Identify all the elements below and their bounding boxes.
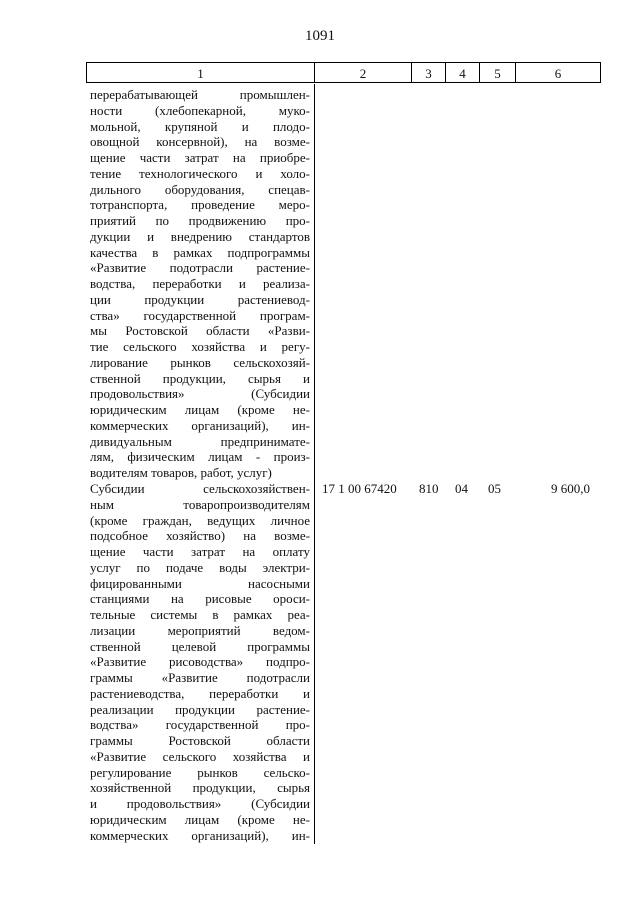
column-header-3: 3 <box>411 62 445 83</box>
text-line: овощной консервной), на возме- <box>90 134 310 150</box>
text-line: «Развитие сельского хозяйства и <box>90 748 310 764</box>
text-line: дукции и внедрению стандартов <box>90 228 310 244</box>
text-line: ции продукции растениевод- <box>90 291 310 307</box>
text-line: продовольствия» (Субсидии <box>90 386 310 402</box>
text-line: «Развитие подотрасли растение- <box>90 260 310 276</box>
row-2-col5: 05 <box>488 481 501 496</box>
row-2-col4: 04 <box>455 481 468 496</box>
text-line: фицированными насосными <box>90 575 310 591</box>
text-line: приятий по продвижению про- <box>90 213 310 228</box>
text-line: тение технологического и холо- <box>90 165 310 181</box>
text-line: водства» государственной про- <box>90 717 310 733</box>
text-line: дильного оборудования, спецав- <box>90 181 310 197</box>
text-line: лизации мероприятий ведом- <box>90 622 310 638</box>
column-header-4: 4 <box>445 62 479 83</box>
text-line: водства, переработки и реализа- <box>90 276 310 291</box>
text-line: услуг по подаче воды электри- <box>90 559 310 575</box>
row-2-code: 17 1 00 67420 <box>322 481 397 496</box>
row-2-description <box>90 481 310 843</box>
row-2-amount: 9 600,0 <box>551 481 590 496</box>
page-number: 1091 <box>305 28 335 44</box>
text-line: юридическим лицам (кроме не- <box>90 402 310 417</box>
column-header-5: 5 <box>479 62 515 83</box>
text-line: щение части затрат на приобре- <box>90 150 310 165</box>
text-line: и продовольствия» (Субсидии <box>90 796 310 811</box>
text-line: ства» государственной програм- <box>90 307 310 323</box>
text-line: ным товаропроизводителям <box>90 496 310 512</box>
text-line: коммерческих организаций), ин- <box>90 417 310 433</box>
row-2-col3: 810 <box>419 481 439 496</box>
column-header-6: 6 <box>515 62 601 83</box>
text-line: ственной целевой программы <box>90 638 310 654</box>
text-line: реализации продукции растение- <box>90 701 310 717</box>
text-line: качества в рамках подпрограммы <box>90 244 310 260</box>
text-line: станциями на рисовые ороси- <box>90 591 310 607</box>
text-line: перерабатывающей промышлен- <box>90 87 310 102</box>
text-line: тотранспорта, проведение меро- <box>90 197 310 213</box>
column-divider <box>314 84 315 844</box>
text-line: лирование рынков сельскохозяй- <box>90 354 310 370</box>
text-line: ственной продукции, сырья и <box>90 370 310 386</box>
text-line: юридическим лицам (кроме не- <box>90 811 310 827</box>
text-line: мольной, крупяной и плодо- <box>90 118 310 134</box>
text-line: Субсидии сельскохозяйствен- <box>90 481 310 496</box>
text-line: мы Ростовской области «Разви- <box>90 323 310 339</box>
text-line: тельные системы в рамках реа- <box>90 607 310 622</box>
text-line: щение части затрат на оплату <box>90 544 310 559</box>
text-line: «Развитие рисоводства» подпро- <box>90 654 310 670</box>
text-line: дивидуальным предпринимате- <box>90 433 310 449</box>
column-header-2: 2 <box>314 62 411 83</box>
row-1-description <box>90 87 310 481</box>
text-line: ности (хлебопекарной, муко- <box>90 102 310 118</box>
text-line: граммы «Развитие подотрасли <box>90 670 310 685</box>
text-line: тие сельского хозяйства и регу- <box>90 339 310 354</box>
text-line: хозяйственной продукции, сырья <box>90 780 310 796</box>
column-header-1: 1 <box>86 62 314 83</box>
text-line: растениеводства, переработки и <box>90 685 310 701</box>
text-line: граммы Ростовской области <box>90 733 310 748</box>
text-line: коммерческих организаций), ин- <box>90 827 310 843</box>
text-line: лям, физическим лицам - произ- <box>90 449 310 465</box>
table-header <box>86 62 601 84</box>
text-line: водителям товаров, работ, услуг) <box>90 465 272 480</box>
text-line: регулирование рынков сельско- <box>90 764 310 780</box>
text-line: подсобное хозяйство) на возме- <box>90 528 310 544</box>
text-line: (кроме граждан, ведущих личное <box>90 512 310 528</box>
